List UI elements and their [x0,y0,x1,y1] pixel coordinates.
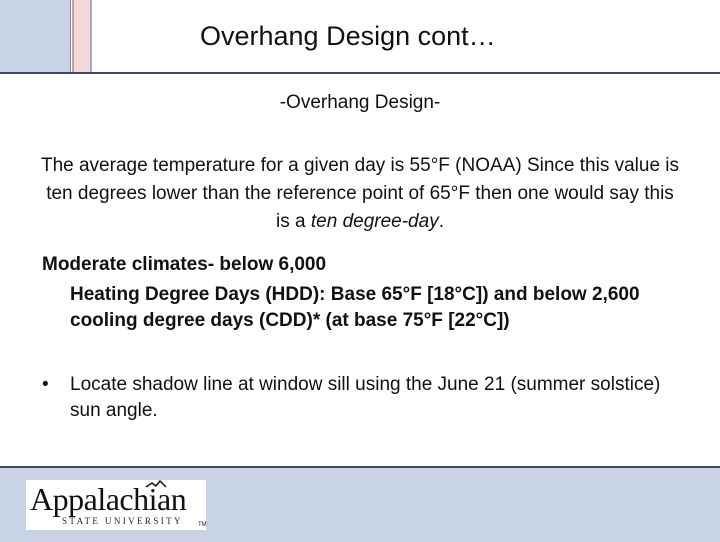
bullet-icon: • [42,374,49,395]
slide-footer [0,466,720,542]
paragraph-italic-term: ten degree-day [310,211,439,232]
bullet-text: Locate shadow line at window sill using the June 21 (summer solstice) sun angle. [70,374,661,421]
paragraph-text-start: The average temperature for a given day is 55°F (NOAA) Since this value is ten degrees lower than the reference point of 65°F then one would say this is a [40,155,680,232]
logo-wordmark: Appalachian [30,481,187,517]
logo-subtitle: STATE UNIVERSITY [62,516,183,526]
mountain-bird-icon [144,480,168,490]
degree-day-paragraph [40,152,680,236]
university-logo [26,480,206,530]
header-accent-block [0,0,71,72]
logo-trademark: TM [198,522,207,528]
header-accent-stripe [72,0,92,72]
slide-header [0,0,720,74]
climate-detail: Heating Degree Days (HDD): Base 65°F [18°C]) and below 2,600 cooling degree days (CDD)* (at base 75°F [22°C]) [70,284,640,331]
climate-heading: Moderate climates- below 6,000 [42,254,327,275]
section-subtitle: -Overhang Design- [279,92,441,113]
paragraph-text-end: . [438,211,444,232]
slide-title: Overhang Design cont… [200,21,496,51]
